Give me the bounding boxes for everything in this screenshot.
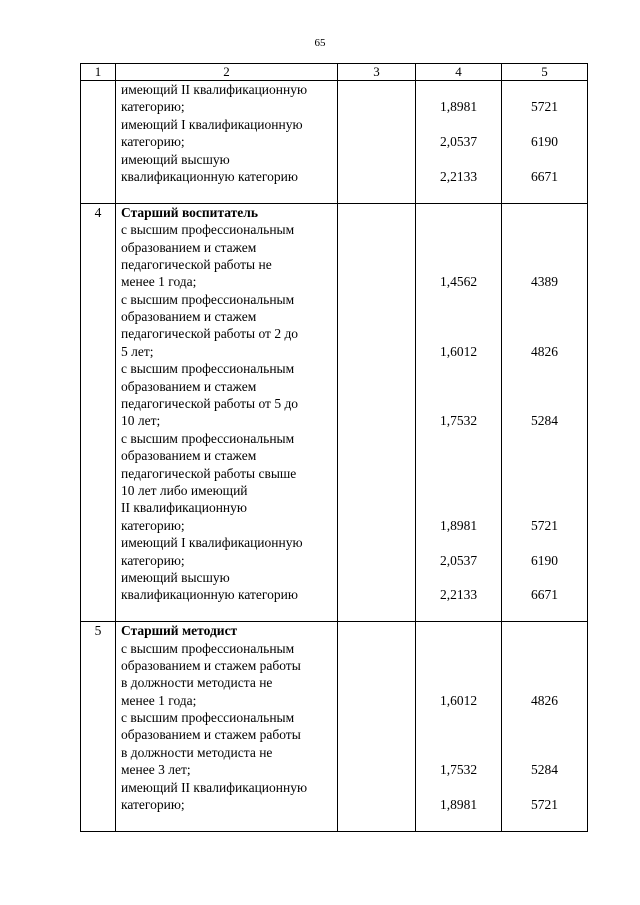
salary-value: [502, 482, 587, 499]
row-number: [81, 622, 116, 832]
description-line: квалификационную категорию: [121, 587, 298, 603]
salary-value: [502, 395, 587, 412]
coefficient-cell: [416, 622, 502, 832]
description-line: менее 1 года;: [121, 692, 197, 708]
salary-value: [502, 813, 587, 830]
salary-value: [502, 430, 587, 447]
coefficient-value: [416, 779, 501, 796]
coefficient-value: [416, 726, 501, 743]
salary-value: [502, 291, 587, 308]
salary-value: [502, 622, 587, 639]
salary-value: [502, 465, 587, 482]
salary-cell: [502, 203, 588, 621]
coefficient-value: [416, 221, 501, 238]
description-line: образованием и стажем: [121, 378, 257, 394]
coefficient-value: [416, 534, 501, 551]
description-line: II квалификационную: [121, 500, 247, 516]
salary-value: [502, 447, 587, 464]
position-title: Старший воспитатель: [121, 204, 258, 220]
description-line: 10 лет;: [121, 413, 161, 429]
coefficient-value: [416, 185, 501, 202]
description-line: квалификационную категорию: [121, 168, 298, 184]
description-line: менее 3 лет;: [121, 762, 191, 778]
position-description: [116, 203, 338, 621]
salary-value: 5721: [531, 99, 558, 115]
salary-value: [502, 239, 587, 256]
coefficient-value: [416, 640, 501, 657]
salary-value: 4826: [531, 343, 558, 359]
description-line: [121, 813, 335, 830]
coefficient-value: [416, 657, 501, 674]
header-col-2: 2: [116, 64, 338, 81]
salary-value: [502, 185, 587, 202]
coefficient-value: [416, 447, 501, 464]
coefficient-value: [416, 151, 501, 168]
description-line: [121, 185, 335, 202]
salary-value: [502, 534, 587, 551]
header-col-3: 3: [338, 64, 416, 81]
description-line: педагогической работы от 5 до: [121, 396, 299, 412]
description-line: имеющий I квалификационную: [121, 116, 303, 132]
position-description: [116, 81, 338, 204]
coefficient-value: [416, 239, 501, 256]
description-line: категорию;: [121, 552, 185, 568]
coefficient-value: [416, 81, 501, 98]
coefficient-value: 1,6012: [439, 692, 478, 708]
row-number: [81, 203, 116, 621]
salary-value: 5284: [531, 413, 558, 429]
salary-value: [502, 709, 587, 726]
description-line: образованием и стажем: [121, 309, 257, 325]
coefficient-value: [416, 204, 501, 221]
coefficient-value: [416, 744, 501, 761]
salary-value: [502, 256, 587, 273]
header-col-4: 4: [416, 64, 502, 81]
position-description: [116, 622, 338, 832]
coefficient-value: [416, 569, 501, 586]
salary-value: [502, 779, 587, 796]
salary-value: [502, 81, 587, 98]
salary-value: 4389: [531, 274, 558, 290]
description-line: в должности методиста не: [121, 675, 273, 691]
description-line: менее 1 года;: [121, 274, 197, 290]
description-line: категорию;: [121, 99, 185, 115]
salary-value: [502, 308, 587, 325]
salary-value: 6671: [531, 587, 558, 603]
coefficient-value: [416, 378, 501, 395]
coefficient-value: [416, 291, 501, 308]
coefficient-value: [416, 308, 501, 325]
coefficient-value: 1,6012: [439, 343, 478, 359]
description-line: образованием и стажем работы: [121, 727, 301, 743]
description-line: имеющий II квалификационную: [121, 779, 308, 795]
description-line: с высшим профессиональным: [121, 291, 295, 307]
coefficient-value: 1,7532: [439, 413, 478, 429]
salary-value: [502, 360, 587, 377]
coefficient-value: [416, 709, 501, 726]
description-line: образованием и стажем: [121, 239, 257, 255]
coefficient-value: 1,8981: [439, 517, 478, 533]
description-line: педагогической работы от 2 до: [121, 326, 299, 342]
coefficient-value: [416, 256, 501, 273]
header-col-1: 1: [81, 64, 116, 81]
description-line: имеющий высшую: [121, 151, 230, 167]
salary-value: 4826: [531, 692, 558, 708]
salary-value: 5721: [531, 517, 558, 533]
description-line: 5 лет;: [121, 343, 154, 359]
coefficient-value: [416, 116, 501, 133]
coefficient-cell: [416, 81, 502, 204]
coefficient-value: 2,2133: [439, 587, 478, 603]
column-3-cell: [338, 203, 416, 621]
salary-cell: [502, 81, 588, 204]
description-line: с высшим профессиональным: [121, 222, 295, 238]
header-col-5: 5: [502, 64, 588, 81]
description-line: категорию;: [121, 797, 185, 813]
coefficient-value: [416, 360, 501, 377]
salary-value: [502, 204, 587, 221]
table-header-row: [81, 64, 588, 81]
table-row: [81, 622, 588, 832]
salary-coefficient-table: [80, 63, 588, 832]
description-line: образованием и стажем работы: [121, 657, 301, 673]
coefficient-cell: [416, 203, 502, 621]
row-number-value: 4: [94, 204, 102, 220]
row-number: [81, 81, 116, 204]
salary-value: [502, 744, 587, 761]
coefficient-value: [416, 325, 501, 342]
salary-value: 6190: [531, 134, 558, 150]
description-line: с высшим профессиональным: [121, 361, 295, 377]
description-line: педагогической работы свыше: [121, 465, 297, 481]
description-line: [121, 604, 335, 621]
description-line: с высшим профессиональным: [121, 640, 295, 656]
table-row: [81, 81, 588, 204]
coefficient-value: 2,2133: [439, 168, 478, 184]
table-row: [81, 203, 588, 621]
salary-cell: [502, 622, 588, 832]
position-title: Старший методист: [121, 623, 238, 639]
column-3-cell: [338, 81, 416, 204]
salary-value: 6190: [531, 552, 558, 568]
coefficient-value: [416, 499, 501, 516]
coefficient-value: 2,0537: [439, 552, 478, 568]
salary-value: 5284: [531, 762, 558, 778]
coefficient-value: [416, 813, 501, 830]
salary-value: [502, 221, 587, 238]
row-number-value: [81, 81, 115, 98]
description-line: имеющий II квалификационную: [121, 82, 308, 97]
salary-value: [502, 499, 587, 516]
salary-value: [502, 674, 587, 691]
description-line: в должности методиста не: [121, 744, 273, 760]
coefficient-value: [416, 395, 501, 412]
salary-value: [502, 569, 587, 586]
salary-value: [502, 116, 587, 133]
description-line: педагогической работы не: [121, 256, 272, 272]
description-line: категорию;: [121, 517, 185, 533]
salary-value: [502, 726, 587, 743]
coefficient-value: [416, 674, 501, 691]
coefficient-value: [416, 465, 501, 482]
salary-value: 6671: [531, 168, 558, 184]
coefficient-value: 1,8981: [439, 99, 478, 115]
row-number-value: 5: [94, 623, 102, 639]
salary-value: [502, 325, 587, 342]
description-line: с высшим профессиональным: [121, 710, 295, 726]
column-3-cell: [338, 622, 416, 832]
salary-value: [502, 657, 587, 674]
salary-value: [502, 378, 587, 395]
description-line: 10 лет либо имеющий: [121, 482, 248, 498]
salary-value: 5721: [531, 797, 558, 813]
coefficient-value: [416, 482, 501, 499]
coefficient-value: [416, 604, 501, 621]
salary-value: [502, 640, 587, 657]
coefficient-value: [416, 430, 501, 447]
page-number: 65: [314, 37, 326, 49]
salary-value: [502, 151, 587, 168]
coefficient-value: 1,8981: [439, 797, 478, 813]
description-line: категорию;: [121, 134, 185, 150]
description-line: образованием и стажем: [121, 448, 257, 464]
coefficient-value: 2,0537: [439, 134, 478, 150]
description-line: имеющий высшую: [121, 569, 230, 585]
salary-value: [502, 604, 587, 621]
coefficient-value: [416, 622, 501, 639]
coefficient-value: 1,7532: [439, 762, 478, 778]
coefficient-value: 1,4562: [439, 274, 478, 290]
description-line: с высшим профессиональным: [121, 430, 295, 446]
description-line: имеющий I квалификационную: [121, 535, 303, 551]
